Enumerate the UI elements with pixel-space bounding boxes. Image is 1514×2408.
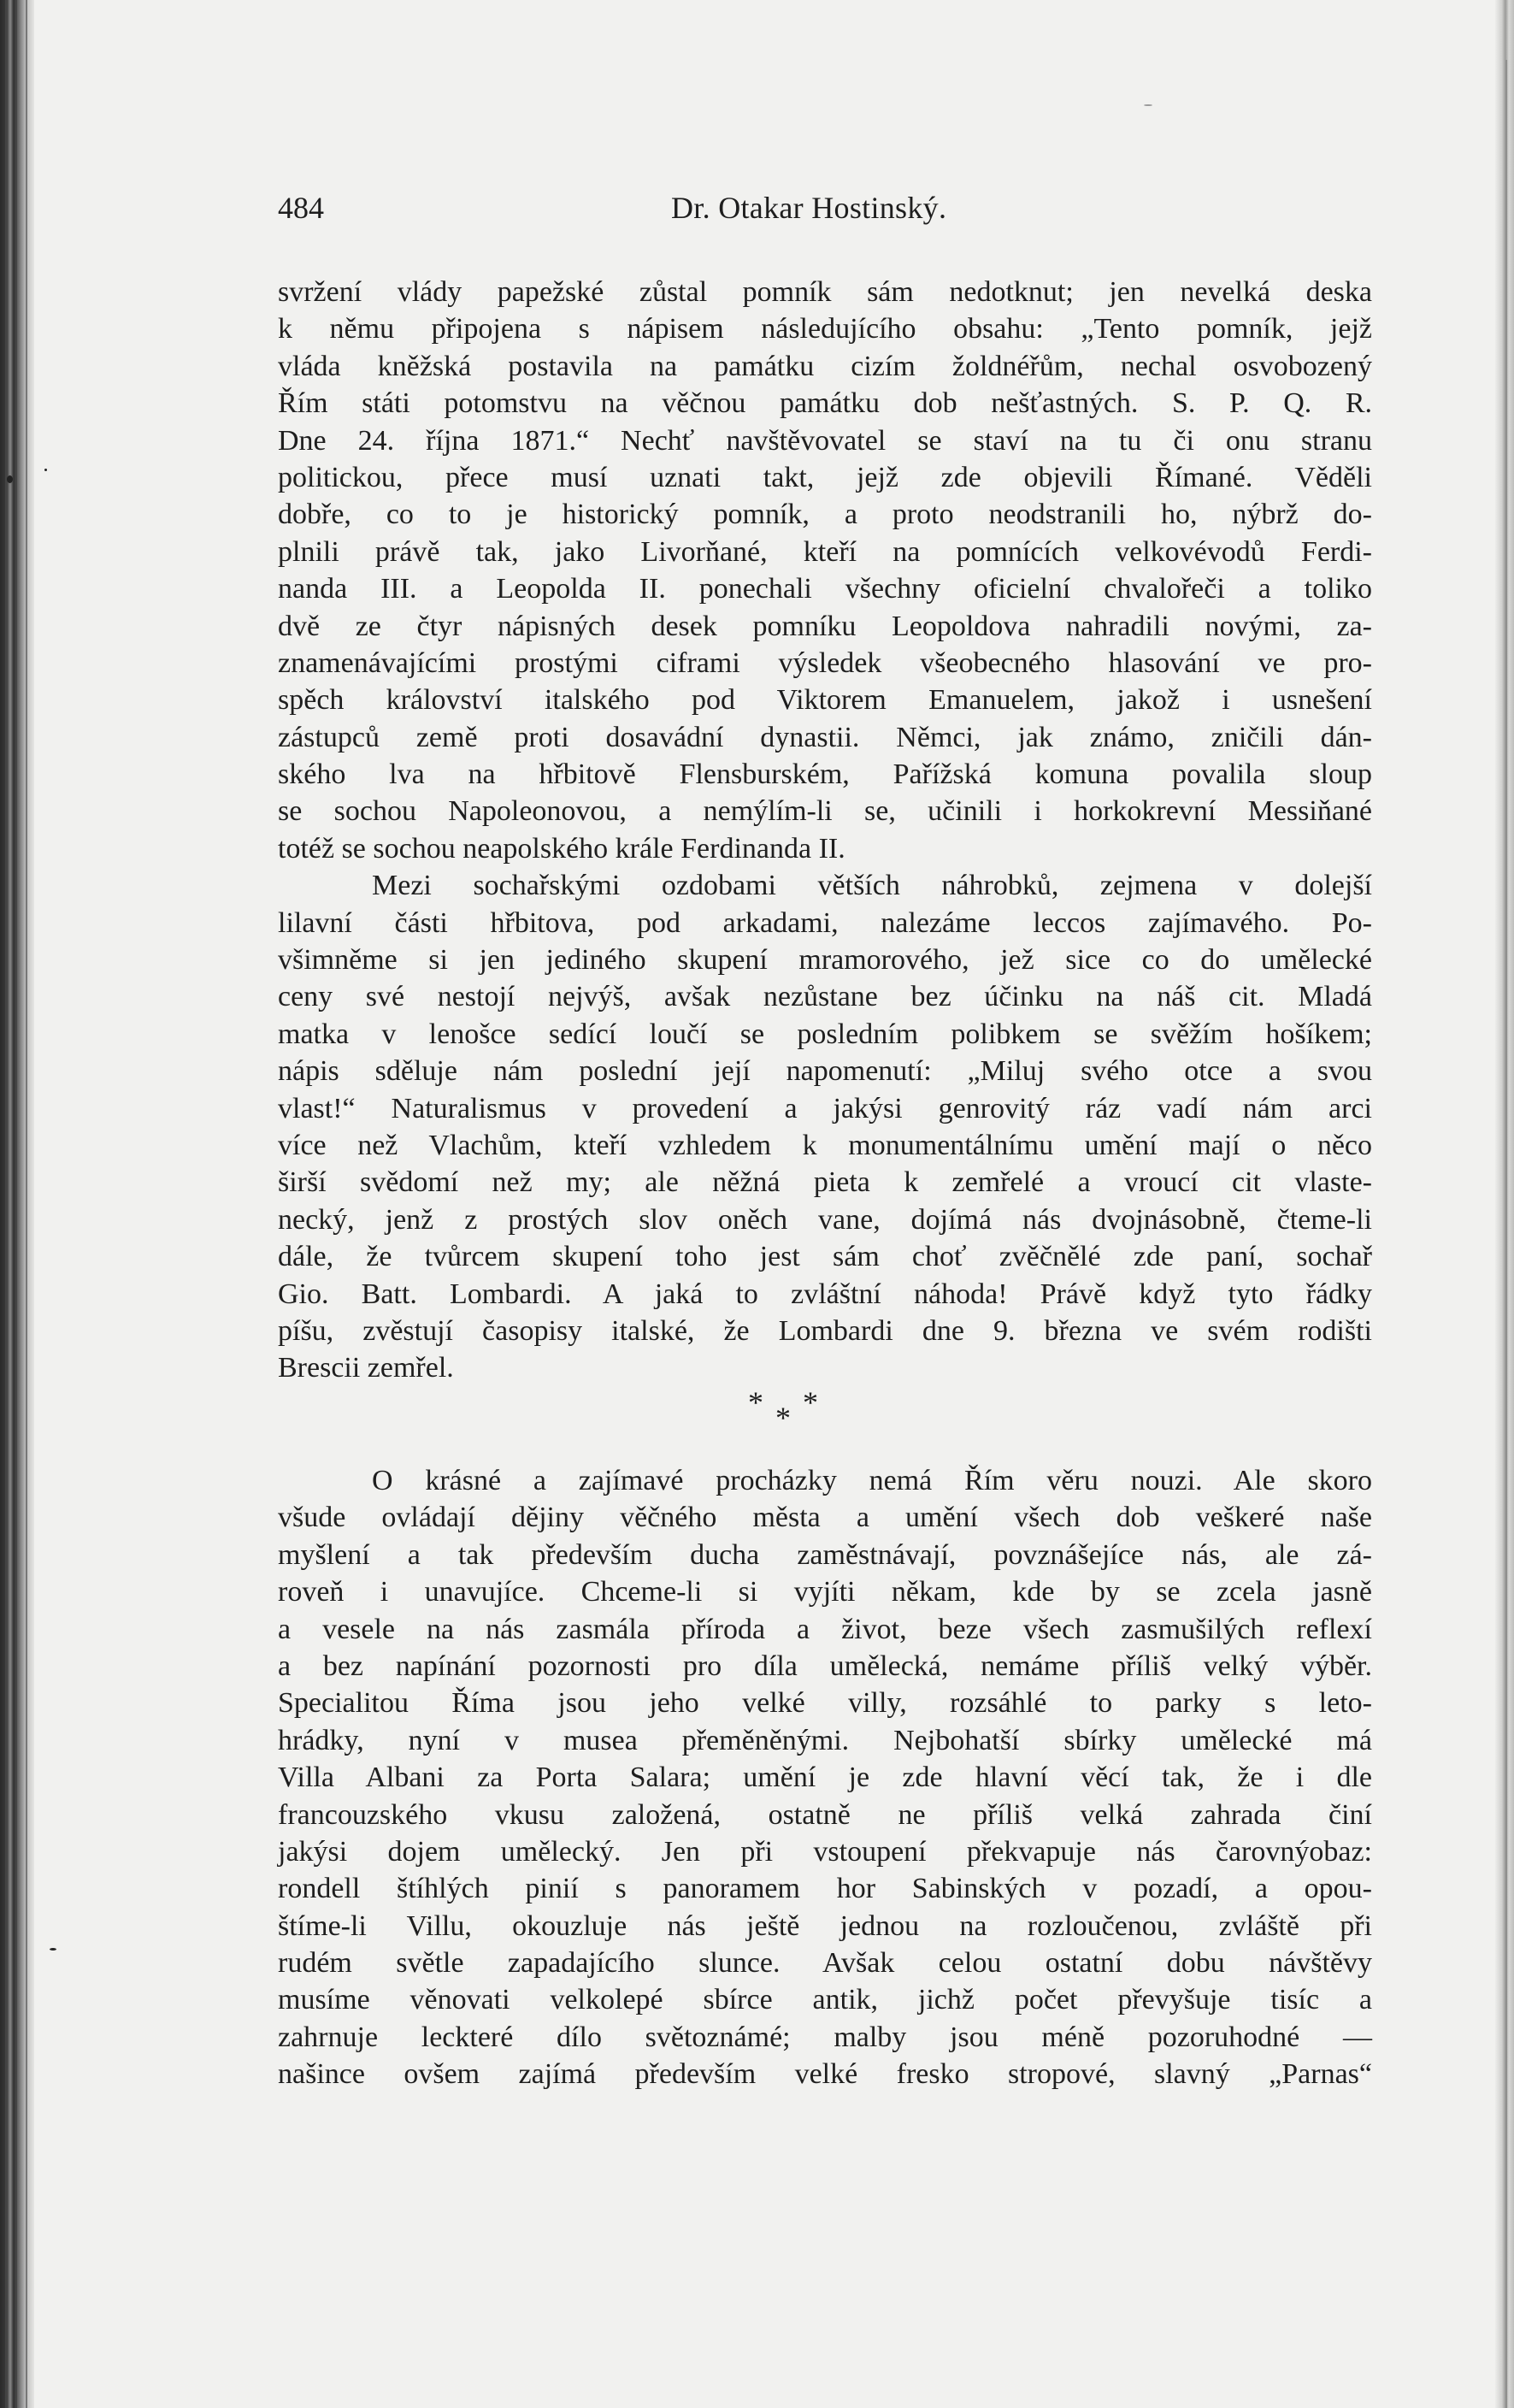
text-line: nápis sděluje nám poslední její napomenutí: „Miluj svého otce a svou [278, 1055, 1372, 1088]
text-line: více než Vlachům, kteří vzhledem k monumentálnímu umění mají o něco [278, 1129, 1372, 1161]
text-line: spěch království italského pod Viktorem Emanuelem, jakož i usnešení [278, 684, 1372, 717]
page-right-edge [1495, 0, 1514, 2408]
scan-speck [44, 469, 47, 471]
running-head: Dr. Otakar Hostinský. [671, 191, 947, 225]
text-line: všude ovládají dějiny věčného města a umění všech dob veškeré naše [278, 1502, 1372, 1534]
text-line: zahrnuje leckteré dílo světoznámé; malby jsou méně pozoruhodné — [278, 2021, 1372, 2053]
text-line: O krásné a zajímavé procházky nemá Řím věru nouzi. Ale skoro [372, 1465, 1372, 1496]
text-line: nanda III. a Leopolda II. ponechali všechny oficielní chvalořeči a toliko [278, 573, 1372, 605]
page-edge-line [1505, 60, 1507, 2408]
paragraph [278, 274, 1372, 867]
text-line: plnili právě tak, jako Livorňané, kteří na pomnících velkovévodů Ferdi- [278, 535, 1372, 568]
text-line: ceny své nestojí nejvýš, avšak nezůstane bez účinku na náš cit. Mladá [278, 981, 1372, 1013]
text-line: Villa Albani za Porta Salara; umění je zde hlavní věcí tak, že i dle [278, 1762, 1372, 1794]
text-line: Dne 24. října 1871.“ Nechť navštěvovatel se staví na tu či onu stranu [278, 424, 1372, 457]
text-line: našince ovšem zajímá především velké fresko stropové, slavný „Parnas“ [278, 2058, 1372, 2091]
paragraph [278, 1462, 1372, 2093]
text-line: píšu, zvěstují časopisy italské, že Lombardi dne 9. března ve svém rodišti [278, 1314, 1372, 1347]
scan-speck [7, 475, 13, 483]
binding-line [5, 0, 7, 2408]
binding-line [26, 0, 27, 2408]
text-line: zástupců země proti dosavádní dynastii. Němci, jak známo, zničili dán- [278, 721, 1372, 753]
text-line: vláda kněžská postavila na památku cizím žoldnéřům, nechal osvobozený [278, 350, 1372, 382]
page-number: 484 [278, 191, 324, 225]
binding-line [15, 0, 17, 2408]
text-line: štíme-li Villu, okouzluje nás ještě jednou na rozloučenou, zvláště při [278, 1909, 1372, 1942]
asterisk: * [748, 1385, 763, 1419]
text-line: Gio. Batt. Lombardi. A jaká to zvláštní náhoda! Právě když tyto řádky [278, 1278, 1372, 1310]
text-line: politickou, přece musí uznati takt, jejž zde objevili Římané. Věděli [278, 461, 1372, 493]
text-line: svržení vlády papežské zůstal pomník sám nedotknut; jen nevelká deska [278, 276, 1372, 308]
main-text-lower [278, 1462, 1372, 2093]
text-line: necký, jenž z prostých slov oněch vane, dojímá nás dvojnásobně, čteme-li [278, 1203, 1372, 1236]
text-line: se sochou Napoleonovou, a nemýlím-li se, učinili i horkokrevní Messiňané [278, 795, 1372, 828]
book-binding-edge [0, 0, 34, 2408]
text-line: Mezi sochařskými ozdobami větších náhrobků, zejmena v dolejší [372, 870, 1372, 902]
text-line: a bez napínání pozornosti pro díla umělecká, nemáme příliš velký výběr. [278, 1650, 1372, 1682]
text-line: dále, že tvůrcem skupení toho jest sám choť zvěčnělé zde paní, sochař [278, 1241, 1372, 1273]
text-line: znamenávajícími prostými ciframi výsledek všeobecného hlasování ve pro- [278, 646, 1372, 679]
text-line: ského lva na hřbitově Flensburském, Pařížská komuna povalila sloup [278, 758, 1372, 791]
text-line: Brescii zemřel. [278, 1352, 454, 1384]
text-line: dvě ze čtyr nápisných desek pomníku Leopoldova nahradili novými, za- [278, 610, 1372, 642]
paragraph [278, 867, 1372, 1386]
text-line: lilavní části hřbitova, pod arkadami, nalezáme leccos zajímavého. Po- [278, 906, 1372, 939]
text-line: dobře, co to je historický pomník, a proto neodstranili ho, nýbrž do- [278, 499, 1372, 531]
text-line: rondell štíhlých pinií s panoramem hor Sabinských v pozadí, a opou- [278, 1873, 1372, 1905]
text-line: myšlení a tak především ducha zaměstnávají, povznášejíce nás, ale zá- [278, 1538, 1372, 1571]
scan-speck [1144, 104, 1152, 106]
text-line: vlast!“ Naturalismus v provedení a jakýsi genrovitý ráz vadí nám arci [278, 1092, 1372, 1124]
text-line: k němu připojena s nápisem následujícího obsahu: „Tento pomník, jejž [278, 313, 1372, 345]
text-line: matka v lenošce sedící loučí se posledním polibkem se svěžím hošíkem; [278, 1018, 1372, 1050]
text-line: roveň i unavujíce. Chceme-li si vyjíti někam, kde by se zcela jasně [278, 1576, 1372, 1608]
section-separator [731, 1387, 902, 1438]
text-line: jakýsi dojem umělecký. Jen při vstoupení překvapuje nás čarovnýobaz: [278, 1835, 1372, 1868]
text-line: všimněme si jen jediného skupení mramorového, jež sice co do umělecké [278, 944, 1372, 977]
main-text-upper [278, 274, 1372, 1387]
text-line: širší svědomí než my; ale něžná pieta k zemřelé a vroucí cit vlaste- [278, 1166, 1372, 1199]
text-line: musíme věnovati velkolepé sbírce antik, jichž počet převyšuje tisíc a [278, 1984, 1372, 2016]
text-line: Řím státi potomstvu na věčnou památku dob nešťastných. S. P. Q. R. [278, 387, 1372, 420]
text-line: hrádky, nyní v musea přeměněnými. Nejbohatší sbírky umělecké má [278, 1724, 1372, 1756]
text-line: francouzského vkusu založená, ostatně ne příliš velká zahrada činí [278, 1798, 1372, 1831]
text-line: totéž se sochou neapolského krále Ferdinanda II. [278, 832, 845, 865]
text-line: Specialitou Říma jsou jeho velké villy, rozsáhlé to parky s leto- [278, 1687, 1372, 1720]
asterisk: * [803, 1385, 818, 1419]
scan-speck [50, 1948, 56, 1951]
text-line: rudém světle zapadajícího slunce. Avšak celou ostatní dobu návštěvy [278, 1947, 1372, 1980]
page-header [278, 190, 1372, 227]
text-line: a vesele na nás zasmála příroda a život, beze všech zasmušilých reflexí [278, 1613, 1372, 1645]
asterisk: * [775, 1401, 791, 1435]
